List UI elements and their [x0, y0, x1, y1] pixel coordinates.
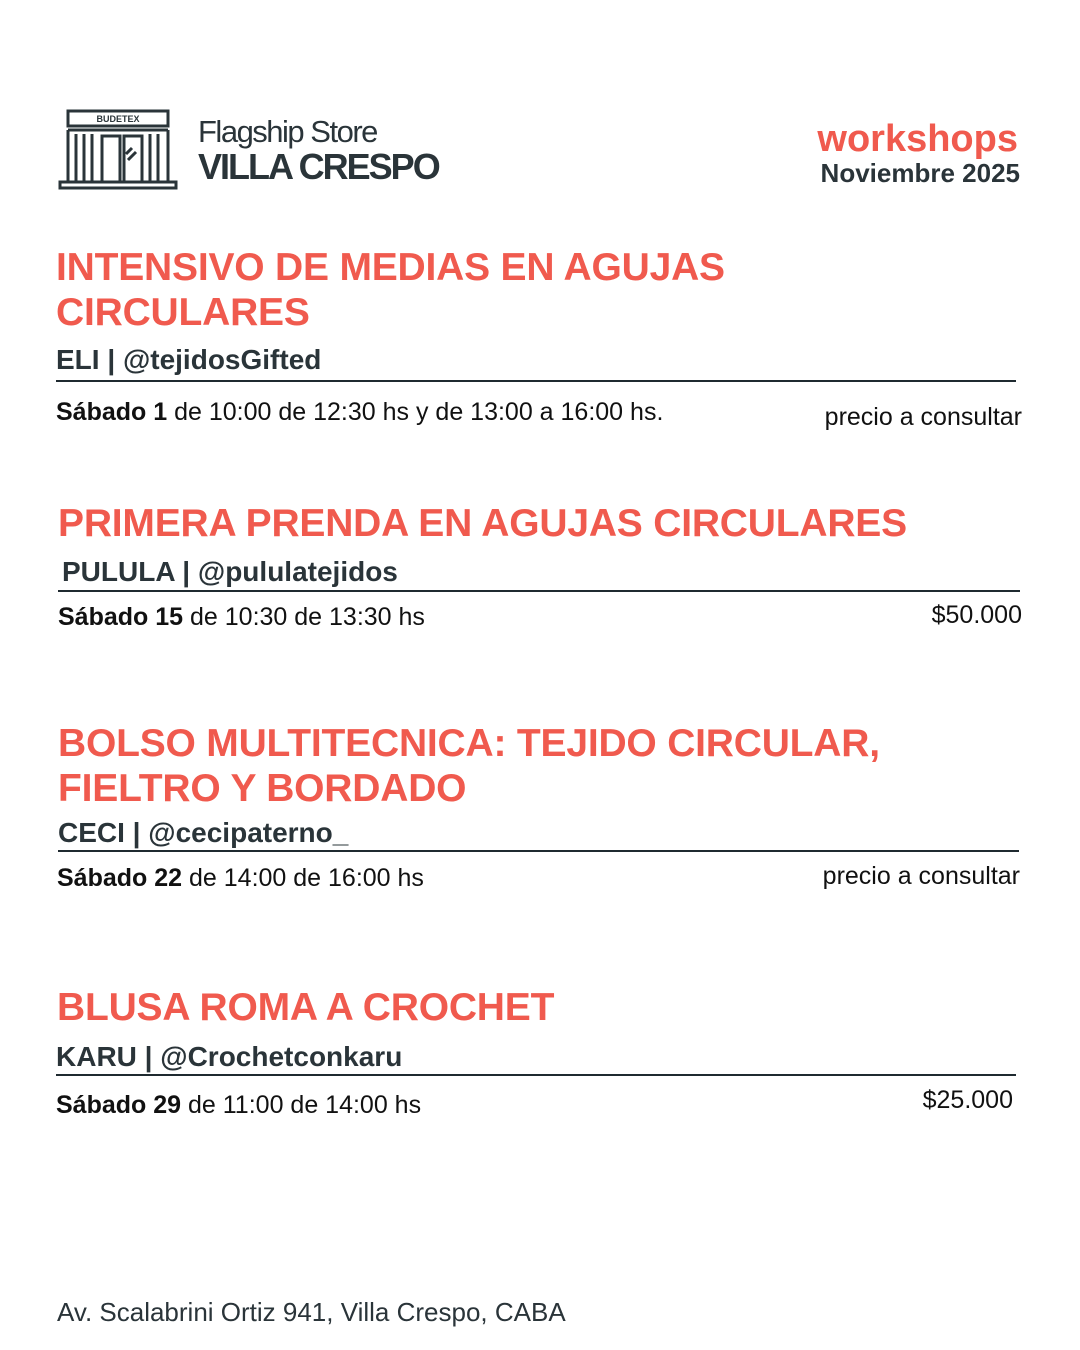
workshop-instructor: PULULA | @pululatejidos — [62, 556, 398, 587]
workshop-title: BLUSA ROMA A CROCHET — [57, 986, 555, 1029]
workshop-time: de 14:00 de 16:00 hs — [182, 864, 424, 892]
store-name-line1: Flagship Store — [198, 114, 377, 149]
month-label: Noviembre 2025 — [820, 158, 1020, 188]
workshop-price: $50.000 — [931, 601, 1022, 629]
workshop-price: precio a consultar — [822, 862, 1020, 890]
workshop-day: Sábado 29 — [56, 1091, 182, 1119]
workshop-date — [57, 864, 424, 893]
workshop-day: Sábado 1 — [56, 398, 168, 426]
workshop-instructor: CECI | @cecipaterno_ — [58, 817, 349, 848]
workshop-price: precio a consultar — [824, 403, 1022, 431]
divider — [58, 590, 1020, 592]
workshop-date — [58, 603, 425, 632]
store-address: Av. Scalabrini Ortiz 941, Villa Crespo, CABA — [57, 1297, 566, 1327]
workshop-title: PRIMERA PRENDA EN AGUJAS CIRCULARES — [58, 502, 907, 545]
workshops-label: workshops — [817, 118, 1018, 160]
divider — [58, 850, 1019, 852]
divider — [56, 380, 1016, 382]
workshop-day: Sábado 15 — [58, 603, 184, 631]
store-name-line2: VILLA CRESPO — [198, 146, 439, 187]
workshop-date — [56, 1091, 421, 1120]
workshop-instructor: KARU | @Crochetconkaru — [56, 1041, 403, 1072]
workshop-day: Sábado 22 — [57, 864, 183, 892]
workshop-instructor: ELI | @tejidosGifted — [56, 344, 322, 375]
workshop-time: de 10:00 de 12:30 hs y de 13:00 a 16:00 hs. — [167, 398, 664, 426]
workshop-time: de 11:00 de 14:00 hs — [181, 1091, 422, 1119]
workshop-time: de 10:30 de 13:30 hs — [183, 603, 425, 631]
brand-sign-text: BUDETEX — [96, 114, 140, 124]
workshop-price: $25.000 — [922, 1086, 1013, 1114]
workshop-title: BOLSO MULTITECNICA: TEJIDO CIRCULAR, FIELTRO Y BORDADO — [58, 722, 880, 810]
workshop-date — [56, 398, 663, 427]
workshop-title: INTENSIVO DE MEDIAS EN AGUJAS CIRCULARES — [56, 246, 725, 334]
storefront-icon — [58, 108, 178, 190]
divider — [56, 1074, 1016, 1076]
